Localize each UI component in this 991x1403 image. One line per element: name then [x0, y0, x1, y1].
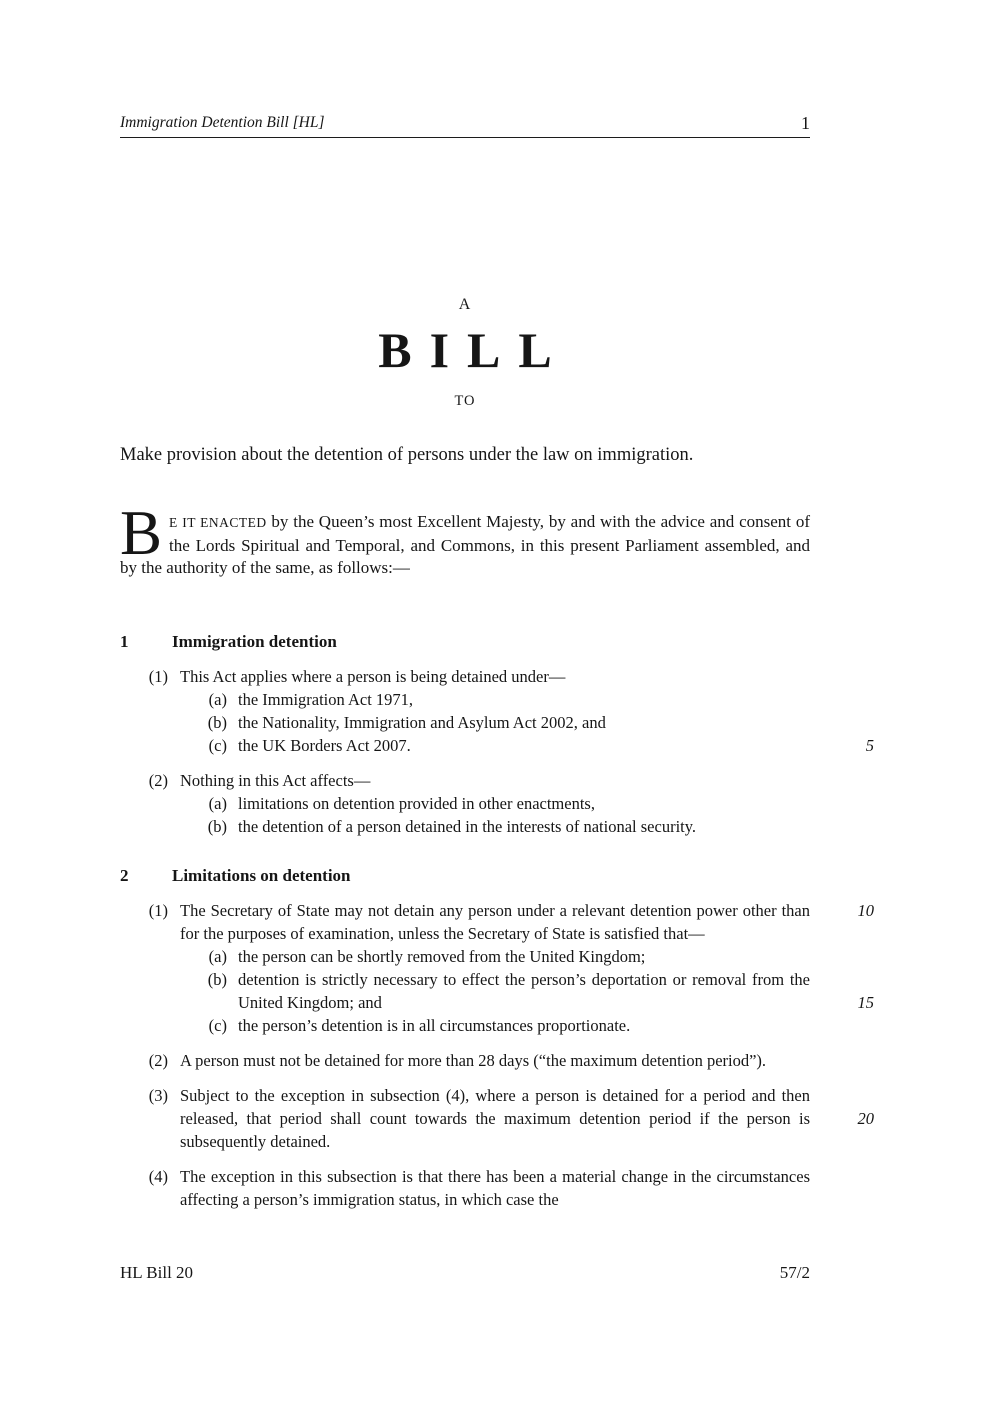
- long-title: Make provision about the detention of persons under the law on immigration.: [120, 445, 694, 465]
- paragraph-letter: (c): [208, 736, 227, 755]
- subsection-number: (1): [148, 667, 168, 686]
- paragraph-text: the Immigration Act 1971,: [238, 690, 414, 709]
- subsection-text: Subject to the exception in subsection (4), where a person is detained for a period and then released, that period shall count towards the maximum detention period if the person is subsequently detained.: [180, 1086, 810, 1151]
- subsection-2-3: [120, 1084, 874, 1153]
- paragraph-a: [180, 945, 810, 968]
- margin-line-number-5: 5: [865, 736, 874, 755]
- clause-number: 1: [120, 632, 129, 651]
- article-label: A: [458, 296, 472, 313]
- subsection-text: The exception in this subsection is that there has been a material change in the circumstances affecting a person’s immigration status, in which case the: [180, 1167, 810, 1209]
- running-header: [120, 114, 810, 138]
- enacting-clause: [120, 498, 810, 580]
- subsection-text: A person must not be detained for more than 28 days (“the maximum detention period”).: [180, 1051, 767, 1070]
- subsection-body: [180, 1084, 810, 1153]
- enacting-text: by the Queen’s most Excellent Majesty, by and with the advice and consent of the Lords Spiritual and Temporal, and Commons, in this present Parliament assembled, and by the authority of the same, as follows:—: [120, 512, 810, 577]
- paragraph-b: [180, 968, 874, 1014]
- paragraph-a: [180, 688, 810, 711]
- clauses: [120, 630, 874, 1211]
- paragraph-text: the UK Borders Act 2007.: [238, 736, 411, 755]
- bill-masthead: [120, 296, 810, 410]
- clause-number: 2: [120, 866, 129, 885]
- paragraph-c: [180, 1014, 810, 1037]
- paragraph-text: limitations on detention provided in other enactments,: [238, 794, 595, 813]
- paragraph-letter: (b): [207, 970, 227, 989]
- subsection-2-2: [120, 1049, 810, 1072]
- subsection-text: This Act applies where a person is being detained under—: [180, 667, 566, 686]
- bill-word-text: BILL: [378, 322, 570, 378]
- subsection-text: The Secretary of State may not detain any person under a relevant detention power other than for the purposes of examination, unless the Secretary of State is satisfied that—: [180, 901, 810, 943]
- subsection-body: [180, 665, 874, 757]
- paragraph-text: the Nationality, Immigration and Asylum Act 2002, and: [238, 713, 606, 732]
- subsection-number: (1): [148, 901, 168, 920]
- paragraph-b: [180, 815, 810, 838]
- page-number: 1: [801, 113, 810, 133]
- paragraph-text: the person can be shortly removed from the United Kingdom;: [238, 947, 646, 966]
- margin-line-number-15: 15: [857, 993, 874, 1012]
- margin-line-number-20: 20: [857, 1109, 874, 1128]
- subsection-body: [180, 1165, 810, 1211]
- paragraph-letter: (b): [207, 817, 227, 836]
- subsection-2-4: [120, 1165, 810, 1211]
- paragraph-b: [180, 711, 810, 734]
- subsection-2-1: [120, 899, 874, 1037]
- subsection-body: [180, 1049, 810, 1072]
- enacting-small-caps: E IT ENACTED: [169, 515, 267, 530]
- paragraph-c: [180, 734, 874, 757]
- clause-2-heading: [120, 864, 810, 887]
- running-title: Immigration Detention Bill [HL]: [120, 114, 325, 131]
- clause-heading-text: Limitations on detention: [172, 866, 351, 885]
- footer-bill-number: HL Bill 20: [120, 1263, 194, 1282]
- paragraph-text: the detention of a person detained in the interests of national security.: [238, 817, 697, 836]
- dropcap: B: [120, 498, 163, 568]
- footer-session-number: 57/2: [779, 1263, 810, 1282]
- subsection-1-1: [120, 665, 874, 757]
- subsection-1-2: [120, 769, 810, 838]
- paragraph-a: [180, 792, 810, 815]
- paragraph-letter: (a): [208, 794, 227, 813]
- paragraph-letter: (a): [208, 690, 227, 709]
- subsection-number: (4): [148, 1167, 168, 1186]
- subsection-text: Nothing in this Act affects—: [180, 771, 371, 790]
- subsection-number: (2): [148, 771, 168, 790]
- paragraph-letter: (a): [208, 947, 227, 966]
- bill-word: [120, 322, 810, 378]
- page-footer: [120, 1263, 810, 1283]
- subsection-body: [180, 769, 810, 838]
- clause-heading-text: Immigration detention: [172, 632, 337, 651]
- paragraph-text: detention is strictly necessary to effect the person’s deportation or removal from the United Kingdom; and: [238, 970, 810, 1012]
- clause-1-heading: [120, 630, 810, 653]
- subsection-number: (2): [148, 1051, 168, 1070]
- margin-line-number-10: 10: [857, 901, 874, 920]
- paragraph-letter: (c): [208, 1016, 227, 1035]
- subsection-number: (3): [148, 1086, 168, 1105]
- to-label: TO: [454, 393, 476, 409]
- paragraph-text: the person’s detention is in all circumstances proportionate.: [238, 1016, 631, 1035]
- paragraph-letter: (b): [207, 713, 227, 732]
